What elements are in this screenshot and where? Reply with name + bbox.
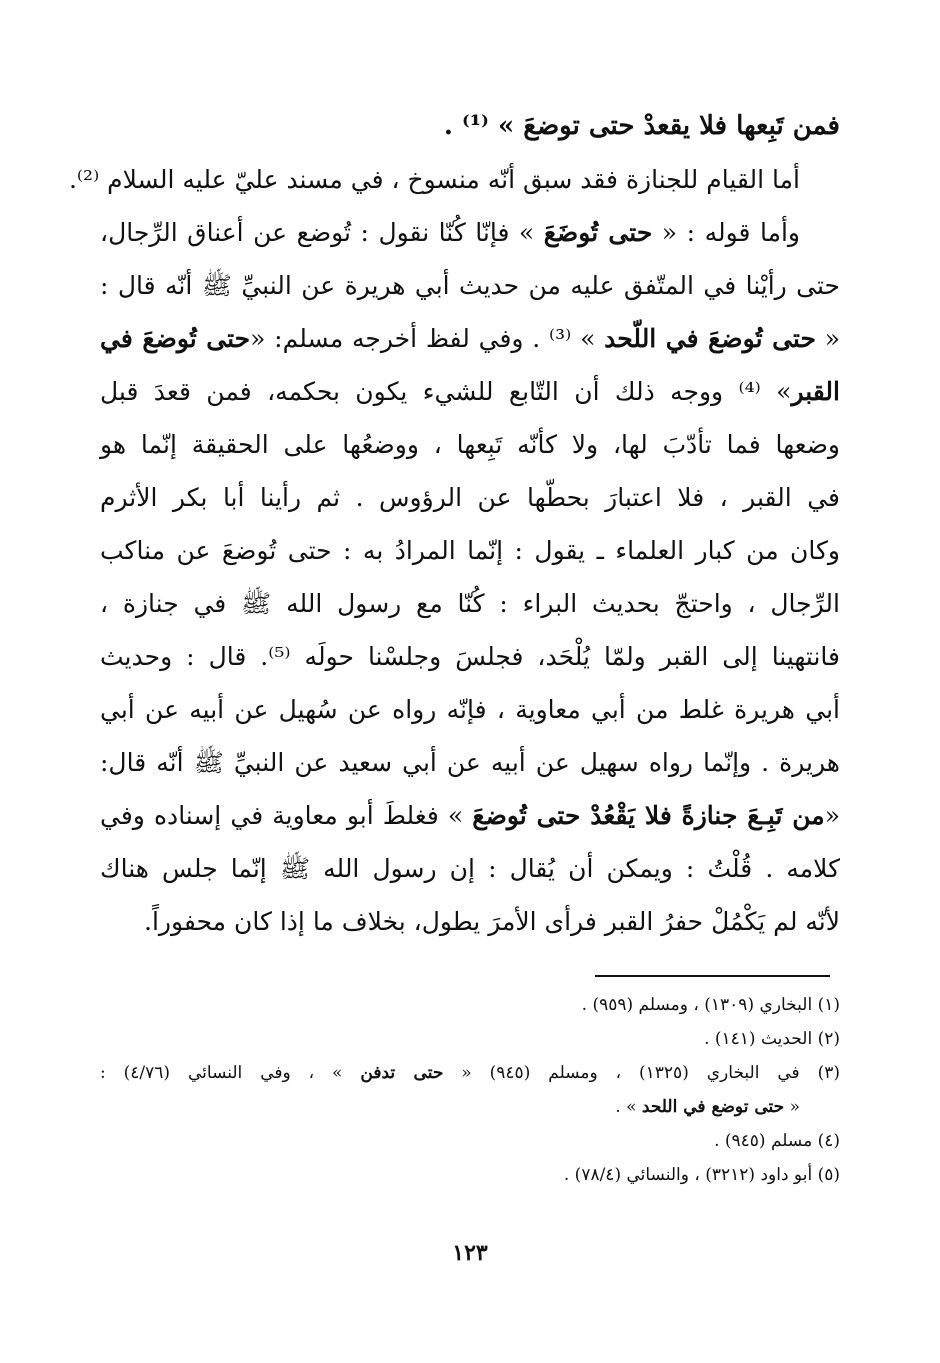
main-text bbox=[68, 100, 840, 948]
text-line-2: أما القيام للجنازة فقد سبق أنّه منسوخ ، في مسند عليّ عليه السلام ⁽²⁾. bbox=[68, 165, 800, 194]
footnote-5: (٥) أبو داود (٣٢١٢) ، والنسائي (٧٨/٤) . bbox=[563, 1165, 840, 1185]
text-line-4: حتى رأيْنا في المتّفق عليه من حديث أبي هريرة عن النبيِّ ﷺ أنّه قال : bbox=[100, 271, 840, 300]
text-line-15: كلامه . قُلْتُ : ويمكن أن يُقال : إن رسول الله ﷺ إنّما جلس هناك bbox=[100, 854, 840, 883]
page-number: ١٢٣ bbox=[452, 1240, 488, 1266]
text-line-5: « حتى تُوضعَ في اللّحد » ⁽³⁾ . وفي لفظ أخرجه مسلم: «حتى تُوضعَ في bbox=[100, 324, 840, 353]
footnotes bbox=[100, 988, 840, 1192]
footnote-1: (١) البخاري (١٣٠٩) ، ومسلم (٩٥٩) . bbox=[581, 995, 840, 1015]
text-line-9: وكان من كبار العلماء ـ يقول : إنّما المرادُ به : حتى تُوضعَ عن مناكب bbox=[100, 536, 840, 565]
footnote-4: (٤) مسلم (٩٤٥) . bbox=[714, 1131, 840, 1151]
text-line-8: في القبر ، فلا اعتبارَ بحطّها عن الرؤوس . ثم رأينا أبا بكر الأثرم bbox=[100, 483, 840, 512]
footnote-separator bbox=[595, 975, 830, 977]
text-line-10: الرِّجال ، واحتجّ بحديث البراء : كُنّا مع رسول الله ﷺ في جنازة ، bbox=[100, 589, 840, 618]
text-line-6: القبر» ⁽⁴⁾ ووجه ذلك أن التّابع للشيء يكون بحكمه، فمن قعدَ قبل bbox=[100, 377, 840, 406]
footnote-2: (٢) الحديث (١٤١) . bbox=[704, 1029, 840, 1049]
text-line-14: «من تَبِـعَ جنازةً فلا يَقْعُدْ حتى تُوضعَ » فغلطَ أبو معاوية في إسناده وفي bbox=[100, 801, 840, 830]
text-line-12: أبي هريرة غلط من أبي معاوية ، فإنّه رواه عن سُهيل عن أبيه عن أبي bbox=[100, 695, 840, 724]
text-line-7: وضعها فما تأدّبَ لها، ولا كأنّه تَبِعها ، ووضعُها على الحقيقة إنّما هو bbox=[100, 430, 840, 459]
footnote-3: (٣) في البخاري (١٣٢٥) ، ومسلم (٩٤٥) « حتى تدفن » ، وفي النسائي (٤/٧٦) : bbox=[100, 1063, 841, 1083]
text-line-16: لأنّه لم يَكْمُلْ حفرُ القبر فرأى الأمرَ يطول، بخلاف ما إذا كان محفوراً. bbox=[144, 907, 840, 936]
footnote-3-continuation: « حتى توضع في اللحد » . bbox=[615, 1097, 800, 1117]
text-line-13: هريرة . وإنّما رواه سهيل عن أبيه عن أبي سعيد عن النبيِّ ﷺ أنّه قال: bbox=[100, 748, 840, 777]
text-line-3: وأما قوله : « حتى تُوضَعَ » فإنّا كُنّا نقول : تُوضع عن أعناق الرِّجال، bbox=[100, 218, 800, 247]
text-line-1: فمن تَبِعها فلا يقعدْ حتى توضعَ » ⁽¹⁾ . bbox=[443, 111, 840, 141]
text-line-11: فانتهينا إلى القبر ولمّا يُلْحَد، فجلسَ وجلسْنا حولَه ⁽⁵⁾. قال : وحديث bbox=[100, 642, 840, 671]
